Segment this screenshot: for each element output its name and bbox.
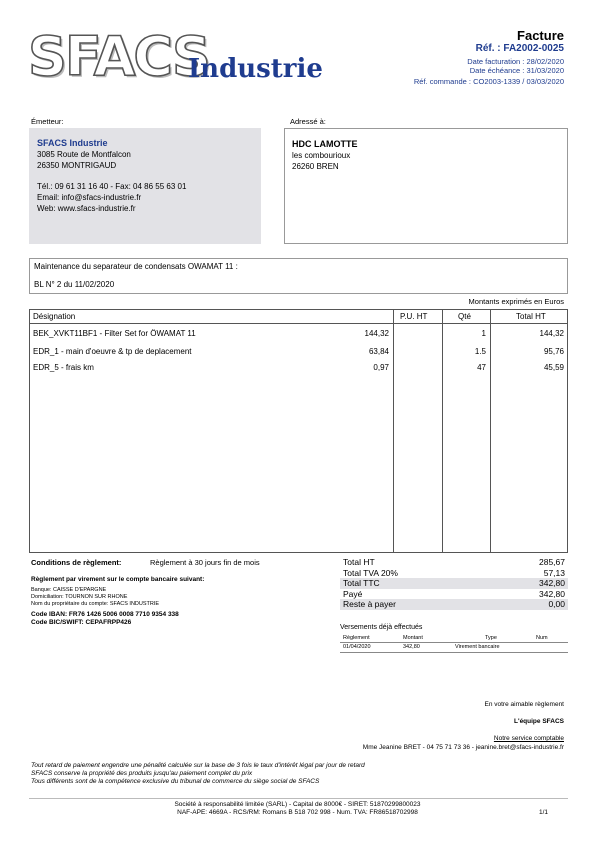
emitter-address2: 26350 MONTRIGAUD: [37, 161, 117, 170]
header-qty: Qté: [458, 312, 471, 321]
total-label: Total TVA 20%: [343, 567, 398, 578]
row1-designation: BEK_XVKT11BF1 - Filter Set for ÖWAMAT 11: [33, 329, 196, 338]
legal-notes: [31, 762, 365, 786]
total-tva-row: [340, 568, 568, 579]
total-value: 342,80: [539, 588, 565, 599]
closing-contact: Mme Jeanine BRET - 04 75 71 73 36 - jeanine.bret@sfacs-industrie.fr: [362, 744, 564, 751]
payment-type: Virement bancaire: [455, 644, 500, 650]
iban: Code IBAN: FR76 1426 5006 0008 7710 9354 338: [31, 611, 179, 618]
footer-line2: NAF-APE: 4669A - RCS/RM: Romans B 518 702 998 - Num. TVA: FR86518702998: [177, 809, 418, 816]
footer-divider: [29, 798, 568, 799]
row1-total: 144,32: [539, 329, 564, 338]
remaining-row: [340, 599, 568, 610]
footer-line1: Société à responsabilité limitée (SARL) - Capital de 8000€ - SIRET: 51870299800023: [174, 801, 421, 808]
legal-line3: Tous différents sont de la compétence exclusive du tribunal de commerce du siège social de SFACS: [31, 778, 320, 785]
emitter-block: [29, 128, 261, 244]
payments-header-num: Num: [536, 635, 548, 641]
recipient-address1: les combourioux: [292, 151, 351, 160]
bank-domiciliation: Domiciliation: TOURNON SUR RHONE: [31, 594, 128, 600]
document-title: Facture: [517, 28, 564, 43]
row1-qty: 1: [481, 329, 486, 338]
closing-greeting: En votre aimable règlement: [484, 701, 564, 708]
order-reference: Réf. commande : CO2003-1339 / 03/03/2020: [413, 77, 564, 86]
legal-line2: SFACS conserve la propriété des produits jusqu'au paiement complet du prix: [31, 770, 253, 777]
row1-unit-price: 144,32: [364, 329, 389, 338]
row3-designation: EDR_5 - frais km: [33, 363, 94, 372]
company-logo: [28, 25, 323, 88]
total-label: Payé: [343, 588, 363, 599]
payments-header-payment: Règlement: [343, 635, 370, 641]
totals-table: [340, 557, 568, 610]
bank-details: [31, 587, 159, 608]
total-value: 342,80: [539, 578, 565, 589]
row3-total: 45,59: [543, 363, 564, 372]
payment-date: 01/04/2020: [343, 644, 371, 650]
closing-service: Notre service comptable: [493, 735, 564, 742]
closing-team: L'équipe SFACS: [514, 718, 564, 725]
total-label: Total TTC: [343, 578, 380, 589]
recipient-name: HDC LAMOTTE: [292, 139, 358, 149]
row3-unit-price: 0,97: [373, 363, 389, 372]
emitter-web: Web: www.sfacs-industrie.fr: [37, 204, 136, 213]
items-table: [29, 309, 568, 553]
total-value: 285,67: [539, 557, 565, 567]
emitter-phone: Tél.: 09 61 31 16 40 - Fax: 04 86 55 63 01: [37, 182, 187, 191]
payment-amount: 342,80: [403, 644, 420, 650]
payments-header-amount: Montant: [403, 635, 423, 641]
header-unit-price: P.U. HT: [400, 312, 428, 321]
invoice-date: Date facturation : 28/02/2020: [467, 57, 564, 66]
row2-qty: 1.5: [474, 347, 486, 356]
payments-done: [340, 624, 568, 653]
recipient-block: [284, 128, 568, 244]
conditions-value: Règlement à 30 jours fin de mois: [150, 558, 260, 567]
total-ht-row: [340, 557, 568, 568]
currency-note: Montants exprimés en Euros: [468, 297, 564, 306]
recipient-label: Adressé à:: [290, 117, 326, 126]
invoice-description: [29, 258, 568, 294]
description-line2: BL N° 2 du 11/02/2020: [34, 280, 115, 289]
row2-total: 95,76: [543, 347, 564, 356]
row2-unit-price: 63,84: [368, 347, 389, 356]
payments-done-title: Versements déjà effectués: [340, 624, 423, 631]
logo-suffix: Industrie: [188, 54, 323, 84]
legal-line1: Tout retard de paiement engendre une pénalité calculée sur la base de 3 fois le taux d'intérêt légal par jour de retard: [31, 762, 365, 769]
recipient-address2: 26260 BREN: [292, 162, 339, 171]
transfer-title: Règlement par virement sur le compte bancaire suivant:: [31, 576, 205, 583]
total-value: 57,13: [543, 567, 565, 578]
invoice-reference: Réf. : FA2002-0025: [475, 43, 564, 54]
logo-brand: SFACS: [28, 25, 209, 88]
description-line1: Maintenance du separateur de condensats OWAMAT 11 :: [34, 262, 238, 271]
emitter-name: SFACS Industrie: [37, 138, 108, 148]
total-value: 0,00: [548, 599, 565, 610]
total-ttc-row: [340, 578, 568, 589]
conditions-label: Conditions de règlement:: [31, 558, 122, 567]
header-designation: Désignation: [33, 312, 76, 321]
payments-done-table: [340, 635, 568, 653]
account-owner: Nom du propriétaire du compte: SFACS INDUSTRIE: [31, 601, 160, 607]
emitter-label: Émetteur:: [31, 117, 64, 126]
row2-designation: EDR_1 - main d'oeuvre & tp de deplacement: [33, 347, 192, 356]
page-number: 1/1: [538, 809, 548, 816]
due-date: Date échéance : 31/03/2020: [469, 66, 564, 75]
bic: Code BIC/SWIFT: CEPAFRPP426: [31, 619, 132, 626]
emitter-address1: 3085 Route de Montfalcon: [37, 150, 131, 159]
paid-row: [340, 589, 568, 600]
emitter-email: Email: info@sfacs-industrie.fr: [37, 193, 142, 202]
row3-qty: 47: [477, 363, 486, 372]
bank-name: Banque: CAISSE D'EPARGNE: [31, 587, 107, 593]
payments-header-type: Type: [485, 635, 497, 641]
total-label: Total HT: [343, 557, 375, 567]
total-label: Reste à payer: [343, 599, 396, 610]
header-total: Total HT: [516, 312, 546, 321]
